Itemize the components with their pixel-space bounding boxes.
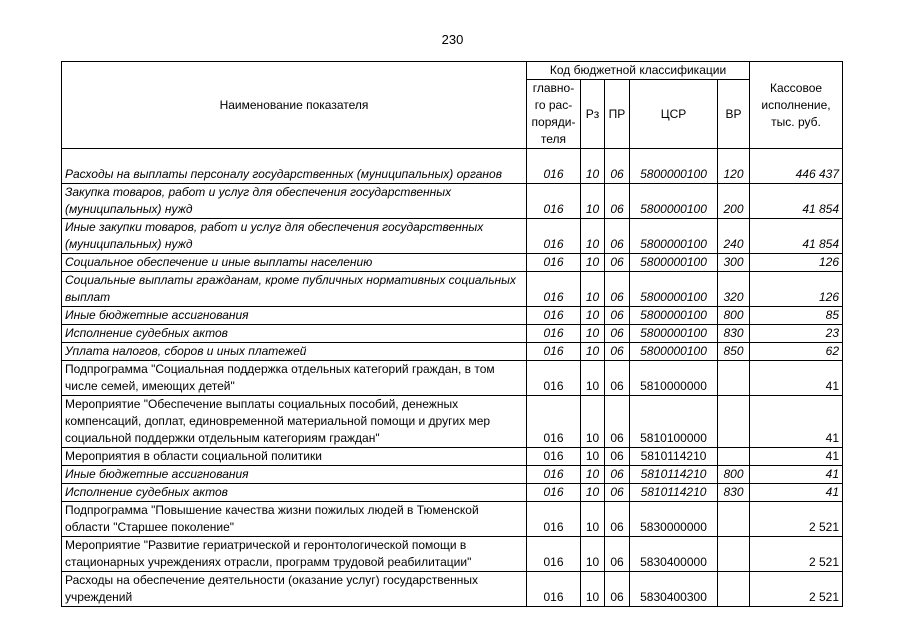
table-row: [62, 325, 843, 343]
row-name: Подпрограмма "Повышение качества жизни пожилых людей в Тюменской области "Старшее поколение": [62, 502, 527, 537]
row-pr: 06: [605, 361, 630, 396]
row-amount: 126: [750, 254, 843, 272]
row-name: Иные бюджетные ассигнования: [62, 466, 527, 484]
row-name: Подпрограмма "Социальная поддержка отдельных категорий граждан, в том числе семей, имеющих детей": [62, 361, 527, 396]
header-name: Наименование показателя: [62, 62, 527, 149]
row-amount: 41 854: [750, 219, 843, 254]
row-csr: 5810114210: [630, 466, 718, 484]
table-row: [62, 537, 843, 572]
row-vr: 850: [718, 343, 750, 361]
row-rz: 10: [581, 254, 605, 272]
row-vr: 300: [718, 254, 750, 272]
row-pr: 06: [605, 254, 630, 272]
row-amount: 41: [750, 396, 843, 448]
row-name: Социальное обеспечение и иные выплаты населению: [62, 254, 527, 272]
row-amount: 41: [750, 448, 843, 466]
header-pr: ПР: [605, 80, 630, 149]
row-vr: 830: [718, 325, 750, 343]
row-rz: 10: [581, 307, 605, 325]
row-pr: 06: [605, 448, 630, 466]
row-csr: 5800000100: [630, 272, 718, 307]
row-glava: 016: [527, 361, 581, 396]
row-csr: 5810114210: [630, 484, 718, 502]
table-row: [62, 307, 843, 325]
row-rz: 10: [581, 502, 605, 537]
row-vr: 240: [718, 219, 750, 254]
row-name: Мероприятие "Обеспечение выплаты социальных пособий, денежных компенсаций, доплат, единовременной материальной помощи и других мер социальной поддержки отдельным категориям граждан": [62, 396, 527, 448]
row-rz: 10: [581, 272, 605, 307]
row-vr: 800: [718, 307, 750, 325]
table-row: [62, 254, 843, 272]
row-vr: 830: [718, 484, 750, 502]
row-glava: 016: [527, 307, 581, 325]
row-amount: 2 521: [750, 572, 843, 607]
row-amount: 2 521: [750, 537, 843, 572]
row-name: Иные закупки товаров, работ и услуг для обеспечения государственных (муниципальных) нужд: [62, 219, 527, 254]
row-vr: 800: [718, 466, 750, 484]
row-csr: 5830400000: [630, 537, 718, 572]
row-glava: 016: [527, 396, 581, 448]
row-amount: 23: [750, 325, 843, 343]
row-csr: 5800000100: [630, 307, 718, 325]
row-pr: 06: [605, 572, 630, 607]
page-number: 230: [441, 32, 464, 47]
row-glava: 016: [527, 219, 581, 254]
row-glava: 016: [527, 466, 581, 484]
row-rz: 10: [581, 448, 605, 466]
row-csr: 5800000100: [630, 343, 718, 361]
row-rz: 10: [581, 466, 605, 484]
row-name: Социальные выплаты гражданам, кроме публичных нормативных социальных выплат: [62, 272, 527, 307]
row-rz: 10: [581, 396, 605, 448]
row-csr: 5810114210: [630, 448, 718, 466]
row-amount: 2 521: [750, 502, 843, 537]
row-csr: 5800000100: [630, 254, 718, 272]
row-pr: 06: [605, 502, 630, 537]
row-amount: 85: [750, 307, 843, 325]
row-glava: 016: [527, 325, 581, 343]
row-pr: 06: [605, 343, 630, 361]
header-amount: Кассовое исполнение, тыс. руб.: [750, 62, 843, 149]
row-csr: 5800000100: [630, 149, 718, 184]
row-amount: 41: [750, 466, 843, 484]
table-row: [62, 484, 843, 502]
row-glava: 016: [527, 537, 581, 572]
row-name: Исполнение судебных актов: [62, 484, 527, 502]
row-csr: 5830400300: [630, 572, 718, 607]
row-pr: 06: [605, 272, 630, 307]
budget-table: [61, 61, 843, 607]
row-rz: 10: [581, 219, 605, 254]
header-csr: ЦСР: [630, 80, 718, 149]
row-glava: 016: [527, 448, 581, 466]
row-pr: 06: [605, 325, 630, 343]
row-pr: 06: [605, 537, 630, 572]
row-vr: [718, 537, 750, 572]
table-row: [62, 272, 843, 307]
row-vr: 320: [718, 272, 750, 307]
row-name: Мероприятия в области социальной политики: [62, 448, 527, 466]
row-amount: 41 854: [750, 184, 843, 219]
table-row: [62, 149, 843, 184]
table-header: [62, 62, 843, 149]
row-rz: 10: [581, 343, 605, 361]
row-csr: 5800000100: [630, 325, 718, 343]
row-pr: 06: [605, 484, 630, 502]
table-row: [62, 572, 843, 607]
row-csr: 5830000000: [630, 502, 718, 537]
row-rz: 10: [581, 484, 605, 502]
table-row: [62, 219, 843, 254]
row-amount: 446 437: [750, 149, 843, 184]
row-vr: 120: [718, 149, 750, 184]
row-name: Закупка товаров, работ и услуг для обеспечения государственных (муниципальных) нужд: [62, 184, 527, 219]
row-rz: 10: [581, 537, 605, 572]
row-name: Расходы на выплаты персоналу государственных (муниципальных) органов: [62, 149, 527, 184]
table-row: [62, 502, 843, 537]
row-pr: 06: [605, 149, 630, 184]
row-amount: 41: [750, 484, 843, 502]
header-glava: главно-го рас-поряди-теля: [527, 80, 581, 149]
row-name: Иные бюджетные ассигнования: [62, 307, 527, 325]
header-budget-code: Код бюджетной классификации: [527, 62, 750, 80]
row-pr: 06: [605, 396, 630, 448]
table-body: [62, 149, 843, 607]
row-rz: 10: [581, 184, 605, 219]
header-vr: ВР: [718, 80, 750, 149]
row-vr: [718, 502, 750, 537]
row-glava: 016: [527, 272, 581, 307]
row-pr: 06: [605, 466, 630, 484]
row-glava: 016: [527, 254, 581, 272]
row-glava: 016: [527, 572, 581, 607]
row-name: Уплата налогов, сборов и иных платежей: [62, 343, 527, 361]
row-amount: 41: [750, 361, 843, 396]
row-name: Расходы на обеспечение деятельности (оказание услуг) государственных учреждений: [62, 572, 527, 607]
row-amount: 62: [750, 343, 843, 361]
row-rz: 10: [581, 361, 605, 396]
row-name: Исполнение судебных актов: [62, 325, 527, 343]
row-glava: 016: [527, 484, 581, 502]
row-rz: 10: [581, 572, 605, 607]
row-csr: 5800000100: [630, 184, 718, 219]
row-vr: [718, 396, 750, 448]
row-pr: 06: [605, 307, 630, 325]
row-vr: [718, 572, 750, 607]
row-rz: 10: [581, 149, 605, 184]
row-csr: 5800000100: [630, 219, 718, 254]
table-row: [62, 343, 843, 361]
table-row: [62, 184, 843, 219]
table-row: [62, 361, 843, 396]
row-vr: 200: [718, 184, 750, 219]
row-pr: 06: [605, 184, 630, 219]
row-glava: 016: [527, 184, 581, 219]
row-name: Мероприятие "Развитие гериатрической и геронтологической помощи в стационарных учреждениях отрасли, программ трудовой реабилитации": [62, 537, 527, 572]
row-csr: 5810000000: [630, 361, 718, 396]
row-vr: [718, 361, 750, 396]
table-row: [62, 448, 843, 466]
row-csr: 5810100000: [630, 396, 718, 448]
header-rz: Рз: [581, 80, 605, 149]
row-rz: 10: [581, 325, 605, 343]
row-amount: 126: [750, 272, 843, 307]
table-row: [62, 466, 843, 484]
table-row: [62, 396, 843, 448]
row-glava: 016: [527, 502, 581, 537]
row-glava: 016: [527, 149, 581, 184]
row-pr: 06: [605, 219, 630, 254]
row-vr: [718, 448, 750, 466]
row-glava: 016: [527, 343, 581, 361]
